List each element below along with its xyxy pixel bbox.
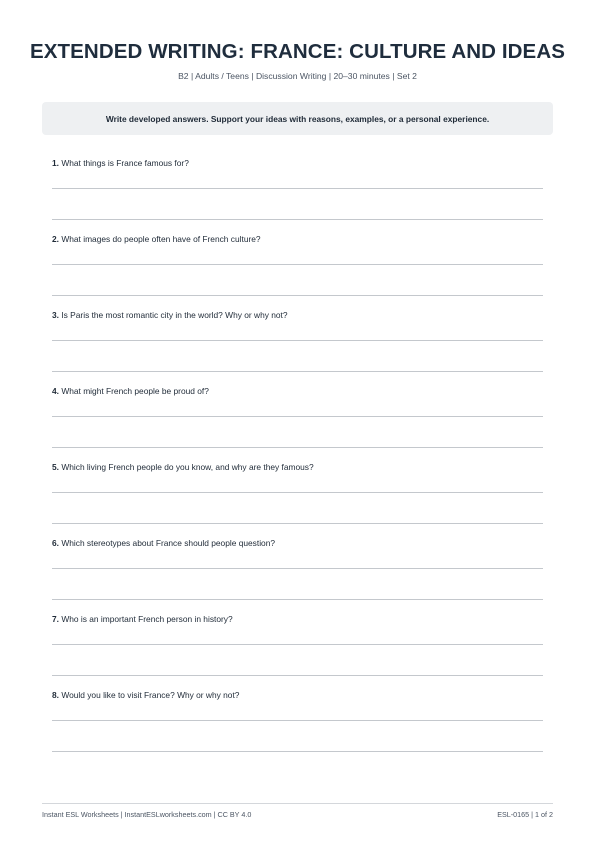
answer-line[interactable]: [52, 523, 543, 524]
question-number: 6.: [52, 538, 59, 548]
question-prompt: What might French people be proud of?: [61, 386, 209, 396]
question-text: [52, 614, 233, 624]
page-subtitle: B2 | Adults / Teens | Discussion Writing | 20–30 minutes | Set 2: [178, 71, 417, 81]
footer-divider: [42, 803, 553, 804]
page-title: EXTENDED WRITING: FRANCE: CULTURE AND IDEAS: [29, 40, 565, 63]
question-prompt: Would you like to visit France? Why or why not?: [61, 690, 240, 700]
footer-page-info: ESL-0165 | 1 of 2: [497, 810, 553, 819]
answer-line[interactable]: [52, 720, 543, 721]
answer-line[interactable]: [52, 188, 543, 189]
question-8: [52, 690, 543, 760]
question-5: [52, 462, 543, 532]
question-text: [52, 462, 314, 472]
answer-line[interactable]: [52, 371, 543, 372]
question-number: 5.: [52, 462, 59, 472]
question-text: [52, 158, 189, 168]
answer-line[interactable]: [52, 599, 543, 600]
question-number: 4.: [52, 386, 59, 396]
answer-line[interactable]: [52, 447, 543, 448]
question-text: [52, 386, 209, 396]
question-6: [52, 538, 543, 608]
question-prompt: What things is France famous for?: [61, 158, 189, 168]
question-text: [52, 310, 288, 320]
question-number: 1.: [52, 158, 59, 168]
question-number: 2.: [52, 234, 59, 244]
question-text: [52, 234, 261, 244]
answer-line[interactable]: [52, 644, 543, 645]
question-1: [52, 158, 543, 228]
question-number: 8.: [52, 690, 59, 700]
question-3: [52, 310, 543, 380]
answer-line[interactable]: [52, 219, 543, 220]
question-prompt: Which living French people do you know, and why are they famous?: [61, 462, 314, 472]
answer-line[interactable]: [52, 492, 543, 493]
answer-line[interactable]: [52, 340, 543, 341]
question-number: 3.: [52, 310, 59, 320]
instructions-box: [42, 102, 553, 135]
answer-line[interactable]: [52, 416, 543, 417]
question-number: 7.: [52, 614, 59, 624]
answer-line[interactable]: [52, 568, 543, 569]
answer-line[interactable]: [52, 295, 543, 296]
question-prompt: What images do people often have of French culture?: [61, 234, 261, 244]
answer-line[interactable]: [52, 675, 543, 676]
answer-line[interactable]: [52, 751, 543, 752]
answer-line[interactable]: [52, 264, 543, 265]
question-text: [52, 538, 275, 548]
question-7: [52, 614, 543, 684]
question-4: [52, 386, 543, 456]
footer-credit: Instant ESL Worksheets | InstantESLworksheets.com | CC BY 4.0: [42, 810, 252, 819]
question-prompt: Which stereotypes about France should people question?: [61, 538, 276, 548]
question-prompt: Who is an important French person in history?: [61, 614, 233, 624]
question-2: [52, 234, 543, 304]
question-prompt: Is Paris the most romantic city in the world? Why or why not?: [61, 310, 288, 320]
question-text: [52, 690, 239, 700]
instructions-text: Write developed answers. Support your ideas with reasons, examples, or a personal experience.: [105, 113, 490, 124]
